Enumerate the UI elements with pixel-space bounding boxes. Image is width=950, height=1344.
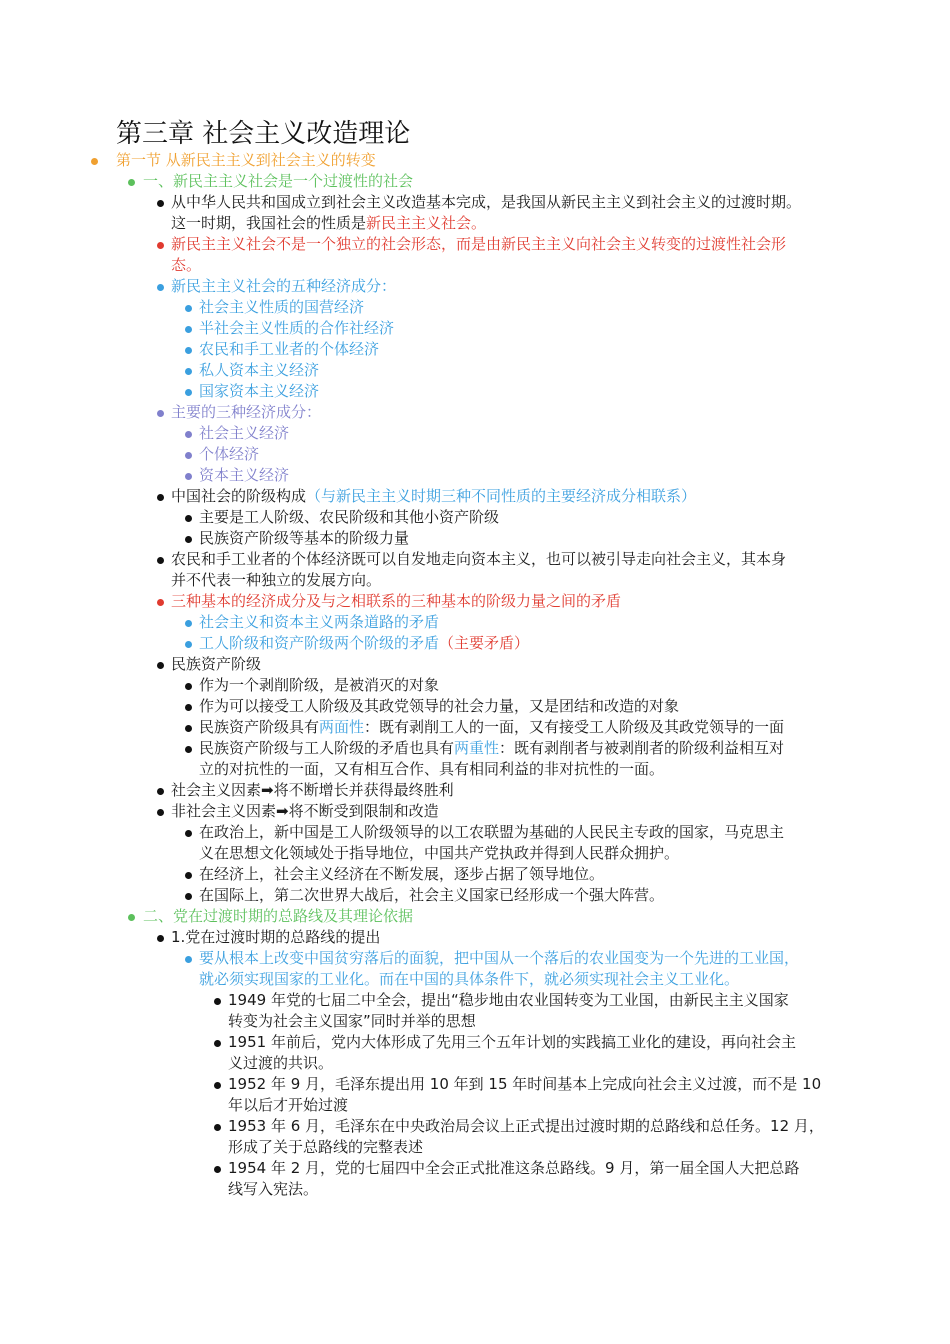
outline-item xyxy=(0,402,950,423)
outline-text: 作为可以接受工人阶级及其政党领导的社会力量，又是团结和改造的对象 xyxy=(199,697,680,715)
bullet-dot-icon xyxy=(185,725,192,732)
outline-item xyxy=(0,465,950,486)
page-title: 第三章 社会主义改造理论 xyxy=(116,119,411,149)
bullet-dot-icon xyxy=(185,746,192,753)
outline-item xyxy=(0,1032,950,1053)
bullet-dot-icon xyxy=(157,410,164,417)
outline-text: 要从根本上改变中国贫穷落后的面貌，把中国从一个落后的农业国变为一个先进的工业国， xyxy=(199,949,800,967)
outline-item xyxy=(0,864,950,885)
outline-item xyxy=(0,444,950,465)
outline-text: 在国际上，第二次世界大战后，社会主义国家已经形成一个强大阵营。 xyxy=(199,886,665,904)
outline-text: 形成了关于总路线的完整表述 xyxy=(228,1138,424,1156)
bullet-dot-icon xyxy=(157,662,164,669)
outline-item xyxy=(0,486,950,507)
outline-item xyxy=(0,297,950,318)
outline-item xyxy=(0,192,950,213)
outline-item xyxy=(0,675,950,696)
outline-text: 新民主主义社会不是一个独立的社会形态，而是由新民主主义向社会主义转变的过渡性社会形 xyxy=(171,235,787,253)
outline-item-continuation xyxy=(0,1179,950,1200)
outline-text: 民族资产阶级 xyxy=(171,655,262,673)
outline-item-continuation xyxy=(0,1011,950,1032)
outline-item xyxy=(0,717,950,738)
outline-text: 就必须实现国家的工业化。而在中国的具体条件下，就必须实现社会主义工业化。 xyxy=(199,970,740,988)
outline-text: （与新民主主义时期三种不同性质的主要经济成分相联系） xyxy=(306,487,697,505)
outline-text: 新民主主义社会。 xyxy=(366,214,487,232)
outline-item xyxy=(0,906,950,927)
outline-text: 义在思想文化领域处于指导地位，中国共产党执政并得到人民群众拥护。 xyxy=(199,844,680,862)
outline-text: 中国社会的阶级构成 xyxy=(171,487,307,505)
bullet-dot-icon xyxy=(185,620,192,627)
bullet-dot-icon xyxy=(185,305,192,312)
outline-item xyxy=(0,528,950,549)
outline-item-continuation xyxy=(0,570,950,591)
outline-item xyxy=(0,780,950,801)
bullet-dot-icon xyxy=(214,1040,221,1047)
outline-item xyxy=(0,738,950,759)
outline-item-continuation xyxy=(0,255,950,276)
bullet-dot-icon xyxy=(185,704,192,711)
outline-text: 农民和手工业者的个体经济既可以自发地走向资本主义，也可以被引导走向社会主义，其本身 xyxy=(171,550,787,568)
bullet-dot-icon xyxy=(128,179,135,186)
outline-item xyxy=(0,591,950,612)
bullet-dot-icon xyxy=(185,893,192,900)
bullet-dot-icon xyxy=(214,1166,221,1173)
outline-text: 1949 年党的七届二中全会，提出“稳步地由农业国转变为工业国，由新民主主义国家 xyxy=(228,991,789,1009)
bullet-dot-icon xyxy=(185,473,192,480)
bullet-dot-icon xyxy=(185,389,192,396)
outline-text: 半社会主义性质的合作社经济 xyxy=(199,319,395,337)
outline-item xyxy=(0,633,950,654)
outline-text: （主要矛盾） xyxy=(439,634,530,652)
outline-item-continuation xyxy=(0,1095,950,1116)
outline-text: 作为一个剥削阶级，是被消灭的对象 xyxy=(199,676,440,694)
bullet-dot-icon xyxy=(185,452,192,459)
outline-text: 1952 年 9 月，毛泽东提出用 10 年到 15 年时间基本上完成向社会主义过渡，而不是 10 xyxy=(228,1075,822,1093)
bullet-dot-icon xyxy=(185,368,192,375)
outline-text: 私人资本主义经济 xyxy=(199,361,320,379)
bullet-dot-icon xyxy=(214,998,221,1005)
bullet-dot-icon xyxy=(214,1124,221,1131)
bullet-dot-icon xyxy=(157,935,164,942)
outline-text: 这一时期，我国社会的性质是 xyxy=(171,214,367,232)
outline-text: 1.党在过渡时期的总路线的提出 xyxy=(171,928,381,946)
outline-text: 并不代表一种独立的发展方向。 xyxy=(171,571,382,589)
outline-text: 新民主主义社会的五种经济成分： xyxy=(171,277,397,295)
outline-text: 民族资产阶级等基本的阶级力量 xyxy=(199,529,410,547)
bullet-dot-icon xyxy=(157,788,164,795)
outline-text: 在政治上，新中国是工人阶级领导的以工农联盟为基础的人民民主专政的国家，马克思主 xyxy=(199,823,785,841)
bullet-dot-icon xyxy=(157,494,164,501)
outline-text: 在经济上，社会主义经济在不断发展，逐步占据了领导地位。 xyxy=(199,865,605,883)
outline-text: 农民和手工业者的个体经济 xyxy=(199,340,380,358)
bullet-dot-icon xyxy=(185,536,192,543)
outline-text: 转变为社会主义国家”同时并举的思想 xyxy=(228,1012,476,1030)
outline-text: 个体经济 xyxy=(199,445,260,463)
outline-text: 1953 年 6 月，毛泽东在中央政治局会议上正式提出过渡时期的总路线和总任务。12 月， xyxy=(228,1117,824,1135)
outline-text: 非社会主义因素➡将不断受到限制和改造 xyxy=(171,802,439,820)
bullet-dot-icon xyxy=(185,326,192,333)
outline-text: 第一节 从新民主主义到社会主义的转变 xyxy=(116,151,376,169)
outline-item-continuation xyxy=(0,969,950,990)
outline-text: 1951 年前后，党内大体形成了先用三个五年计划的实践搞工业化的建设，再向社会主 xyxy=(228,1033,796,1051)
outline-item-continuation xyxy=(0,1053,950,1074)
bullet-dot-icon xyxy=(185,872,192,879)
outline-item xyxy=(0,612,950,633)
outline-item xyxy=(0,927,950,948)
outline-item-continuation xyxy=(0,213,950,234)
outline-text: 国家资本主义经济 xyxy=(199,382,320,400)
outline-list xyxy=(0,150,950,1200)
bullet-dot-icon xyxy=(185,515,192,522)
outline-item xyxy=(0,150,950,171)
outline-item xyxy=(0,339,950,360)
outline-text: ：既有剥削工人的一面，又有接受工人阶级及其政党领导的一面 xyxy=(364,718,785,736)
outline-text: 线写入宪法。 xyxy=(228,1180,319,1198)
outline-text: ：既有剥削者与被剥削者的阶级利益相互对 xyxy=(499,739,785,757)
bullet-dot-icon xyxy=(157,809,164,816)
bullet-dot-icon xyxy=(157,284,164,291)
outline-text: 两重性 xyxy=(454,739,500,757)
outline-text: 社会主义性质的国营经济 xyxy=(199,298,365,316)
outline-text: 一、新民主主义社会是一个过渡性的社会 xyxy=(143,172,414,190)
bullet-dot-icon xyxy=(185,683,192,690)
outline-item-continuation xyxy=(0,843,950,864)
outline-item-continuation xyxy=(0,1137,950,1158)
outline-item xyxy=(0,423,950,444)
bullet-dot-icon xyxy=(185,641,192,648)
outline-text: 民族资产阶级具有 xyxy=(199,718,320,736)
outline-text: 1954 年 2 月，党的七届四中全会正式批准这条总路线。9 月，第一届全国人大把总路 xyxy=(228,1159,800,1177)
bullet-dot-icon xyxy=(185,956,192,963)
outline-text: 两面性 xyxy=(319,718,365,736)
outline-item xyxy=(0,318,950,339)
outline-item xyxy=(0,822,950,843)
outline-item xyxy=(0,948,950,969)
outline-text: 义过渡的共识。 xyxy=(228,1054,334,1072)
outline-item xyxy=(0,801,950,822)
bullet-dot-icon xyxy=(185,347,192,354)
outline-item xyxy=(0,234,950,255)
outline-text: 工人阶级和资产阶级两个阶级的矛盾 xyxy=(199,634,440,652)
bullet-dot-icon xyxy=(157,599,164,606)
outline-text: 社会主义因素➡将不断增长并获得最终胜利 xyxy=(171,781,454,799)
outline-item xyxy=(0,1116,950,1137)
outline-item xyxy=(0,990,950,1011)
outline-text: 社会主义经济 xyxy=(199,424,290,442)
outline-item xyxy=(0,507,950,528)
outline-text: 主要的三种经济成分： xyxy=(171,403,322,421)
outline-item-continuation xyxy=(0,759,950,780)
outline-text: 三种基本的经济成分及与之相联系的三种基本的阶级力量之间的矛盾 xyxy=(171,592,622,610)
outline-text: 二、党在过渡时期的总路线及其理论依据 xyxy=(143,907,414,925)
bullet-dot-icon xyxy=(185,431,192,438)
outline-item xyxy=(0,171,950,192)
outline-item xyxy=(0,381,950,402)
outline-item xyxy=(0,1158,950,1179)
outline-item xyxy=(0,360,950,381)
outline-item xyxy=(0,654,950,675)
bullet-dot-icon xyxy=(157,242,164,249)
outline-text: 态。 xyxy=(171,256,202,274)
bullet-dot-icon xyxy=(157,200,164,207)
bullet-dot-icon xyxy=(214,1082,221,1089)
bullet-dot-icon xyxy=(128,914,135,921)
bullet-dot-icon xyxy=(185,830,192,837)
outline-text: 从中华人民共和国成立到社会主义改造基本完成，是我国从新民主主义到社会主义的过渡时期。 xyxy=(171,193,802,211)
outline-item xyxy=(0,696,950,717)
outline-item xyxy=(0,549,950,570)
outline-text: 社会主义和资本主义两条道路的矛盾 xyxy=(199,613,440,631)
outline-text: 民族资产阶级与工人阶级的矛盾也具有 xyxy=(199,739,455,757)
outline-item xyxy=(0,1074,950,1095)
outline-item xyxy=(0,885,950,906)
outline-text: 资本主义经济 xyxy=(199,466,290,484)
bullet-dot-icon xyxy=(91,158,98,165)
outline-item xyxy=(0,276,950,297)
outline-text: 主要是工人阶级、农民阶级和其他小资产阶级 xyxy=(199,508,500,526)
outline-text: 立的对抗性的一面，又有相互合作、具有相同利益的非对抗性的一面。 xyxy=(199,760,665,778)
outline-text: 年以后才开始过渡 xyxy=(228,1096,349,1114)
bullet-dot-icon xyxy=(157,557,164,564)
